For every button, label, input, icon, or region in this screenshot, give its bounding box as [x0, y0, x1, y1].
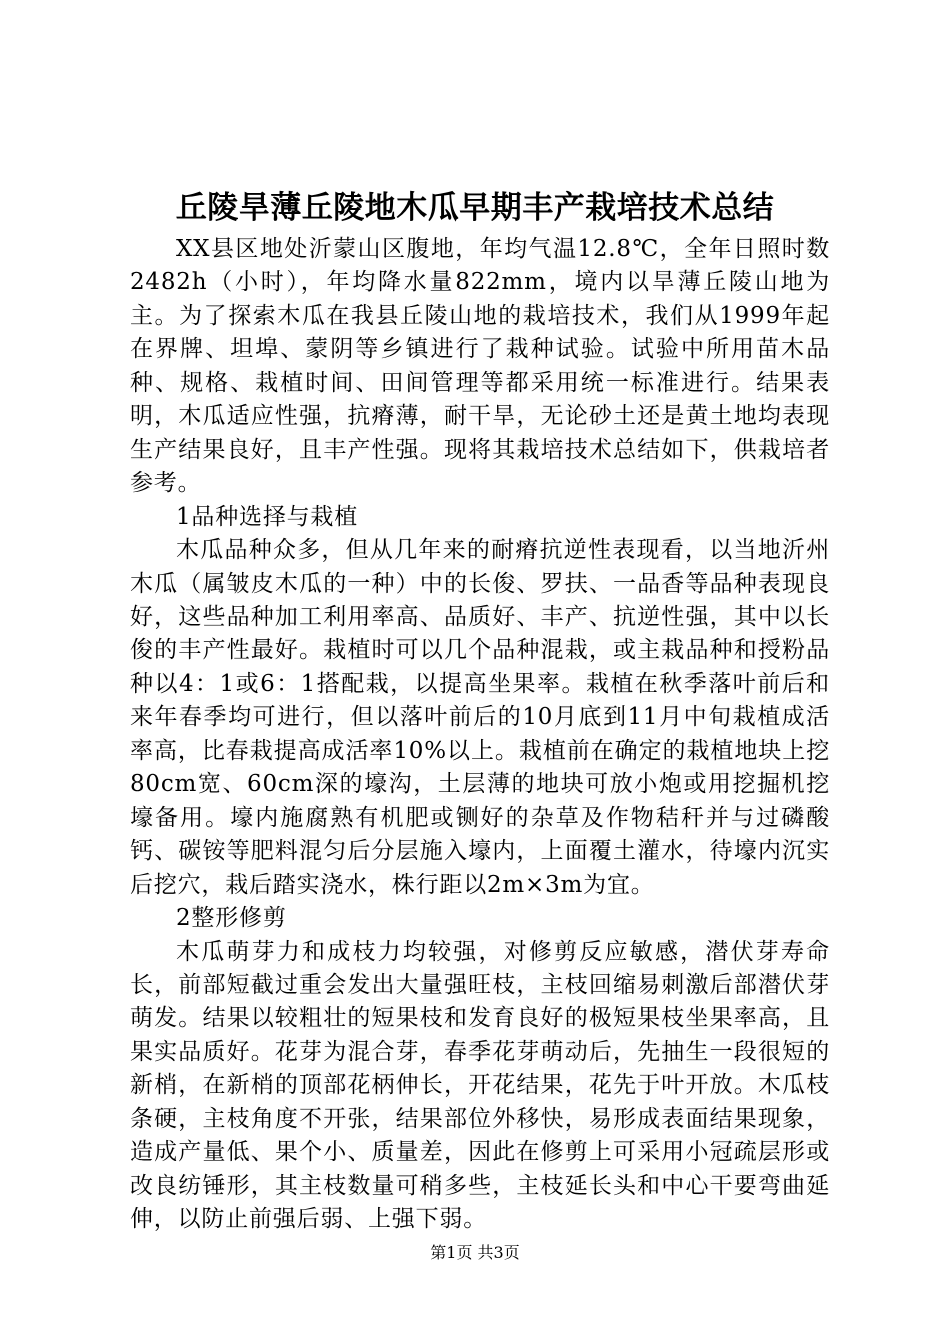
section-1-paragraph: 木瓜品种众多，但从几年来的耐瘠抗逆性表现看，以当地沂州木瓜（属皱皮木瓜的一种）中的长俊、罗扶、一品香等品种表现良好，这些品种加工利用率高、品质好、丰产、抗逆性强，其中以长俊的丰产性最好。栽植时可以几个品种混栽，或主栽品种和授粉品种以4：1或6：1搭配栽，以提高坐果率。栽植在秋季落叶前后和来年春季均可进行，但以落叶前后的10月底到11月中旬栽植成活率高，比春栽提高成活率10%以上。栽植前在确定的栽植地块上挖80cm宽、60cm深的壕沟，土层薄的地块可放小炮或用挖掘机挖壕备用。壕内施腐熟有机肥或铡好的杂草及作物秸秆并与过磷酸钙、碳铵等肥料混匀后分层施入壕内，上面覆土灌水，待壕内沉实后挖穴，栽后踏实浇水，株行距以2m×3m为宜。: [130, 537, 830, 898]
intro-paragraph: XX县区地处沂蒙山区腹地，年均气温12.8℃，全年日照时数2482h（小时），年均降水量822mm，境内以旱薄丘陵山地为主。为了探索木瓜在我县丘陵山地的栽培技术，我们从1999年起在界牌、坦埠、蒙阴等乡镇进行了栽种试验。试验中所用苗木品种、规格、栽植时间、田间管理等都采用统一标准进行。结果表明，木瓜适应性强，抗瘠薄，耐干旱，无论砂土还是黄土地均表现生产结果良好，且丰产性强。现将其栽培技术总结如下，供栽培者参考。: [130, 236, 830, 497]
page-footer: 第1页 共3页: [430, 1243, 520, 1262]
section-1-heading: 1品种选择与栽植: [176, 503, 359, 530]
document-body: [130, 233, 830, 1237]
section-2-paragraph: 木瓜萌芽力和成枝力均较强，对修剪反应敏感，潜伏芽寿命长，前部短截过重会发出大量强旺枝，主枝回缩易刺激后部潜伏芽萌发。结果以较粗壮的短果枝和发育良好的极短果枝坐果率高，且果实品质好。花芽为混合芽，春季花芽萌动后，先抽生一段很短的新梢，在新梢的顶部花柄伸长，开花结果，花先于叶开放。木瓜枝条硬，主枝角度不开张，结果部位外移快，易形成表面结果现象，造成产量低、果个小、质量差，因此在修剪上可采用小冠疏层形或改良纺锤形，其主枝数量可稍多些，主枝延长头和中心干要弯曲延伸，以防止前强后弱、上强下弱。: [130, 938, 830, 1233]
document-title: 丘陵旱薄丘陵地木瓜早期丰产栽培技术总结: [175, 190, 775, 226]
section-2-heading: 2整形修剪: [176, 905, 287, 932]
